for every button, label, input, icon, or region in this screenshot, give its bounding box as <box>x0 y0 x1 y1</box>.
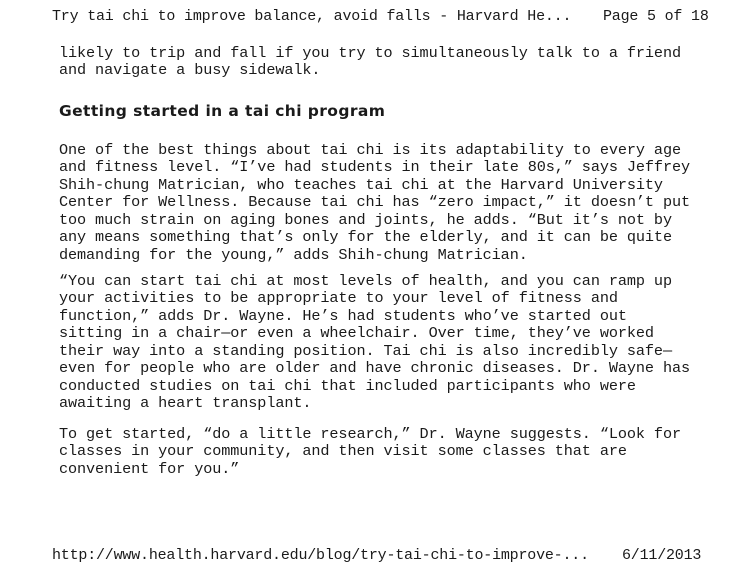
text-line: function,” adds Dr. Wayne. He’s had students who’ve started out <box>59 306 627 325</box>
text-line: demanding for the young,” adds Shih-chung Matrician. <box>59 245 528 264</box>
text-line: To get started, “do a little research,” Dr. Wayne suggests. “Look for <box>59 425 681 443</box>
text-line: your activities to be appropriate to your level of fitness and <box>59 289 618 308</box>
text-line: too much strain on aging bones and joints, he adds. “But it’s not by <box>59 210 672 229</box>
text-line: and fitness level. “I’ve had students in their late 80s,” says Jeffrey <box>59 158 690 177</box>
text-line: Shih-chung Matrician, who teaches tai chi at the Harvard University <box>59 175 663 194</box>
text-line: Center for Wellness. Because tai chi has “zero impact,” it doesn’t put <box>59 193 690 212</box>
text-line: One of the best things about tai chi is its adaptability to every age <box>59 141 681 159</box>
text-line: and navigate a busy sidewalk. <box>59 61 321 80</box>
text-line: sitting in a chair—or even a wheelchair. Over time, they’ve worked <box>59 324 654 343</box>
paragraph-get-started <box>59 426 739 478</box>
text-line: even for people who are older and have chronic diseases. Dr. Wayne has <box>59 359 690 378</box>
text-line: conducted studies on tai chi that included participants who were <box>59 376 636 395</box>
text-line: any means something that’s only for the elderly, and it can be quite <box>59 228 672 247</box>
page-footer <box>52 545 712 567</box>
source-url[interactable]: http://www.health.harvard.edu/blog/try-tai-chi-to-improve-... <box>52 547 589 564</box>
section-heading: Getting started in a tai chi program <box>59 102 386 120</box>
page-header <box>52 6 710 28</box>
paragraph-adaptability <box>59 142 739 264</box>
document-title: Try tai chi to improve balance, avoid falls - Harvard He... <box>52 8 572 25</box>
page-number: Page 5 of 18 <box>603 8 709 25</box>
text-line: classes in your community, and then visit some classes that are <box>59 442 627 461</box>
text-line: likely to trip and fall if you try to simultaneously talk to a friend <box>59 44 681 62</box>
text-line: convenient for you.” <box>59 459 240 478</box>
paragraph-health-levels <box>59 273 739 413</box>
intro-continued-paragraph <box>59 45 739 80</box>
text-line: their way into a standing position. Tai chi is also incredibly safe— <box>59 341 672 360</box>
text-line: awaiting a heart transplant. <box>59 394 312 413</box>
text-line: “You can start tai chi at most levels of health, and you can ramp up <box>59 272 672 290</box>
print-date: 6/11/2013 <box>622 547 702 564</box>
